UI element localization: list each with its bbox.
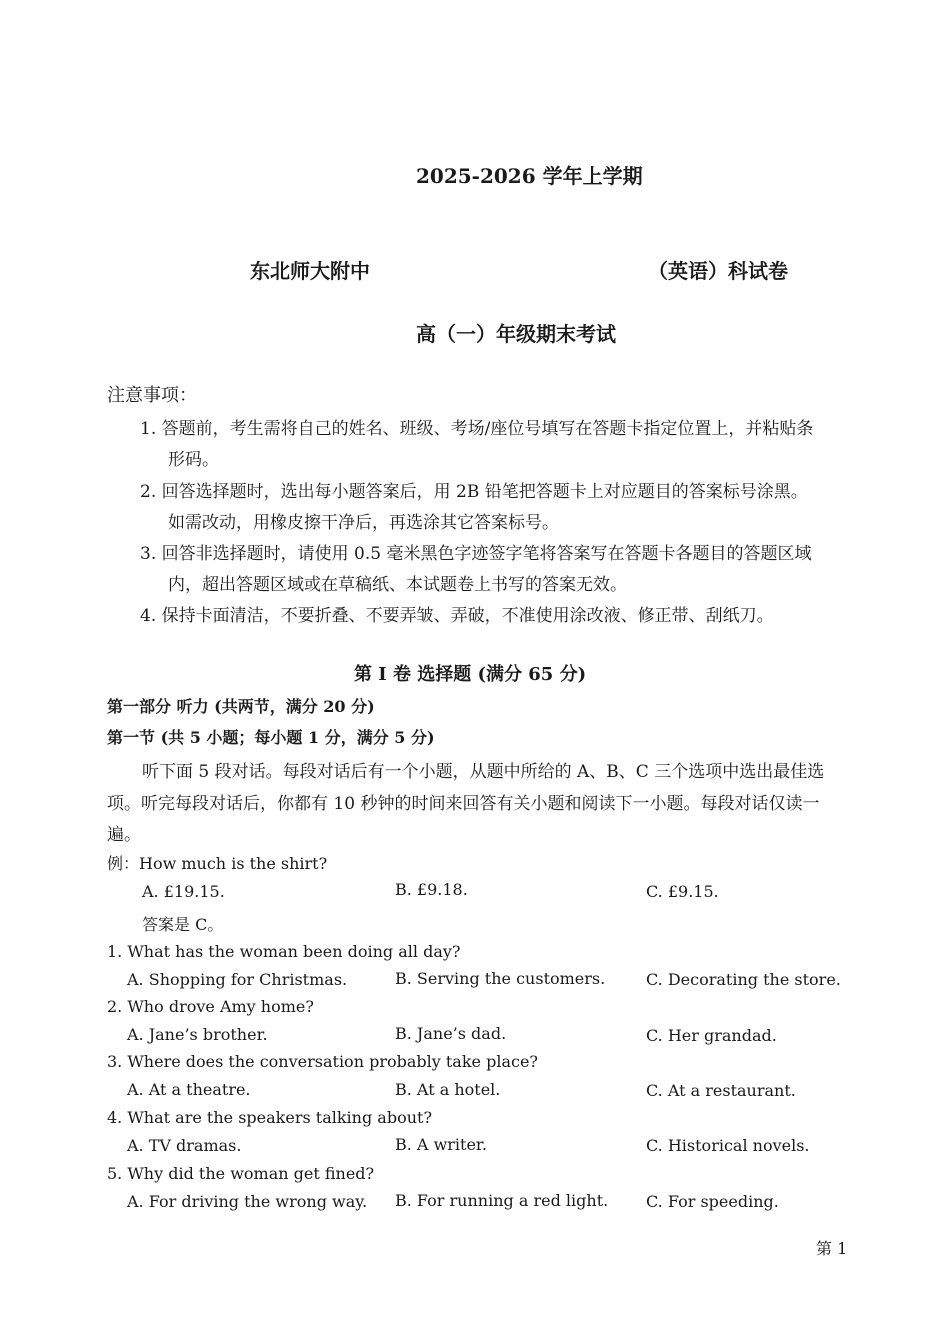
subsection-title: 第一节 (共 5 小题；每小题 1 分，满分 5 分): [107, 728, 435, 747]
example-option-b: B. £9.18.: [395, 880, 468, 899]
question-5: 5. Why did the woman get fined?: [107, 1164, 375, 1183]
question-3: 3. Where does the conversation probably take place?: [107, 1052, 538, 1071]
notice-title: 注意事项：: [107, 385, 197, 406]
volume-title: 第 I 卷 选择题 (满分 65 分): [354, 664, 587, 685]
notice-item-2: 2. 回答选择题时，选出每小题答案后，用 2B 铅笔把答题卡上对应题目的答案标号涂黑。: [140, 482, 808, 502]
part-title: 第一部分 听力 (共两节，满分 20 分): [107, 697, 375, 716]
question-2-option-a: A. Jane’s brother.: [127, 1025, 268, 1044]
example-answer: 答案是 C。: [142, 915, 224, 934]
question-3-option-b: B. At a hotel.: [395, 1080, 501, 1099]
instructions-line-1: 听下面 5 段对话。每段对话后有一个小题，从题中所给的 A、B、C 三个选项中选出最佳选: [142, 762, 825, 782]
notice-item-2-cont: 如需改动，用橡皮擦干净后，再选涂其它答案标号。: [168, 513, 559, 533]
example-question: 例：How much is the shirt?: [107, 854, 328, 873]
exam-title: 高（一）年级期末考试: [416, 322, 616, 346]
question-4-option-a: A. TV dramas.: [127, 1136, 242, 1155]
instructions-line-3: 遍。: [107, 825, 141, 845]
question-3-option-c: C. At a restaurant.: [646, 1081, 796, 1100]
question-4-option-c: C. Historical novels.: [646, 1136, 810, 1155]
question-5-option-a: A. For driving the wrong way.: [127, 1192, 368, 1211]
question-2: 2. Who drove Amy home?: [107, 997, 314, 1016]
notice-item-3: 3. 回答非选择题时，请使用 0.5 毫米黑色字迹签字笔将答案写在答题卡各题目的答题区域: [140, 544, 812, 564]
question-2-option-b: B. Jane’s dad.: [395, 1024, 507, 1043]
question-1-option-b: B. Serving the customers.: [395, 969, 606, 988]
page-number: 第 1: [816, 1239, 848, 1258]
school-name: 东北师大附中: [250, 259, 370, 283]
example-option-c: C. £9.15.: [646, 882, 719, 901]
notice-item-4: 4. 保持卡面清洁，不要折叠、不要弄皱、弄破，不准使用涂改液、修正带、刮纸刀。: [140, 606, 774, 626]
school-year-heading: 2025-2026 学年上学期: [416, 164, 643, 188]
question-2-option-c: C. Her grandad.: [646, 1026, 777, 1045]
example-option-a: A. £19.15.: [142, 882, 225, 901]
question-3-option-a: A. At a theatre.: [127, 1080, 251, 1099]
question-1: 1. What has the woman been doing all day?: [107, 942, 461, 961]
subject-title: （英语）科试卷: [648, 259, 788, 283]
question-4-option-b: B. A writer.: [395, 1135, 487, 1154]
notice-item-1-cont: 形码。: [168, 450, 219, 470]
question-4: 4. What are the speakers talking about?: [107, 1108, 433, 1127]
question-1-option-c: C. Decorating the store.: [646, 970, 841, 989]
instructions-line-2: 项。听完每段对话后，你都有 10 秒钟的时间来回答有关小题和阅读下一小题。每段对话仅读一: [107, 794, 820, 814]
question-5-option-b: B. For running a red light.: [395, 1191, 609, 1210]
question-5-option-c: C. For speeding.: [646, 1192, 779, 1211]
notice-item-3-cont: 内，超出答题区域或在草稿纸、本试题卷上书写的答案无效。: [168, 575, 627, 595]
notice-item-1: 1. 答题前，考生需将自己的姓名、班级、考场/座位号填写在答题卡指定位置上，并粘贴条: [140, 419, 814, 439]
question-1-option-a: A. Shopping for Christmas.: [127, 970, 348, 989]
